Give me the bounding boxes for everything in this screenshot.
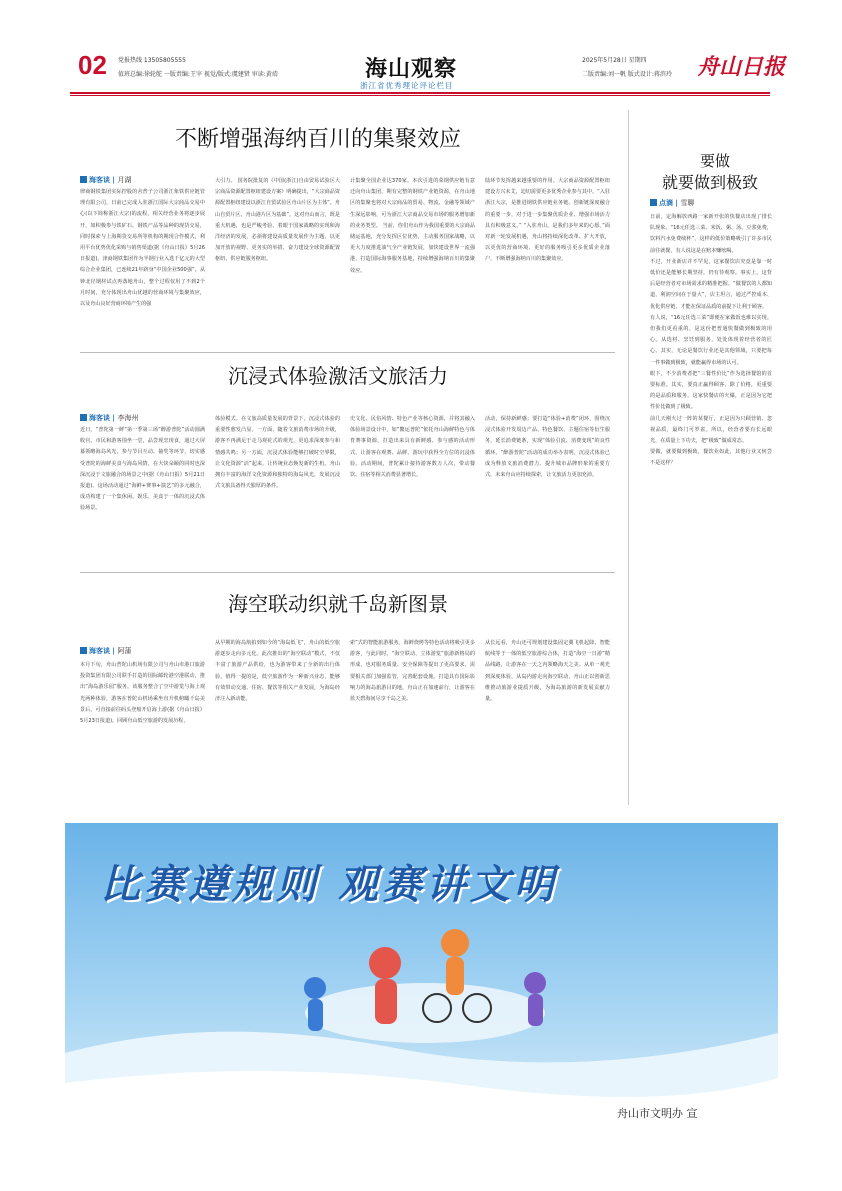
issue-date: 2025年5月28日 星期四 — [582, 57, 647, 64]
article1-byline: 海客谈 | 月湖 — [80, 175, 131, 185]
byline-badge-icon — [80, 647, 87, 654]
article3-column-3: 索”式的智能旅游服务。海鲜烧烤等特色活动将吸引更多游客，与此同时，“海空联动、立体游览”旅游新格局的形成，也对服务质量、安全保障等提出了更高要求，需要相关部门加强监管，完善配套设施。打造具有国际影响力的海岛旅游目的地，舟山正在加速前行，让游客在蓝天碧海间尽享千岛之美。 — [350, 640, 475, 703]
byline-badge-icon — [650, 199, 657, 206]
section-subtitle: 浙江省优秀理论评论栏目 — [360, 81, 454, 90]
article3-column-2: 从早期的海岛航拍到如今的“海岛低飞”，舟山的低空旅游逐步走向多元化。此次推出的“海空联动”模式，不仅丰富了旅游产品供给，也为游客带来了全新的出行体验。值得一提的是，低空旅游作为一种新兴业态，能够有效带动交通、住宿、餐饮等相关产业发展，为海岛经济注入新动能。 — [215, 640, 340, 703]
divider — [80, 352, 615, 353]
newspaper-logo: 舟山日报 — [697, 54, 786, 80]
article1-column-1: 律商钢铁集团实际控股的舍普子公司浙江象铁供应链管理有限公司，日前已完成入驻浙江国际大宗商品交易中心(以下简称浙江大宗)的流程，相关经营业务将逐步展开，如积极参与铁矿石、钢铁产品等品种的现货交易，同时探索与上海期货交易所等机构的期现合作模式，利用平台优势优化采购与销售渠道(据《舟山日报》5月26日报道)。津商钢铁集团作为半钢行业入选千亿元的大型综合企业集团，已连续21年跻身“中国企业500强”。从钟北径钢材试点再落地舟山，整个过程仅用了不到2个月时间，充分体现出舟山优越的营商环境与集聚效应，以及舟山良好营商环境产生的强 — [80, 189, 205, 308]
page-number: 02 — [78, 50, 107, 80]
poster-credit: 舟山市文明办 宣 — [617, 1107, 698, 1120]
hotline: 党报热线 13505805555 — [118, 57, 186, 64]
header-rule-thin — [70, 95, 770, 96]
column-separator — [628, 110, 629, 805]
runner-body-icon — [375, 979, 397, 1024]
article2-column-3: 史文化、民俗风情、特色产业等核心资源，并将其融入体验场景设计中，如“鳌运普陀”依托舟山海鲜特色与体育赛事资源，打造出来具有新鲜感、参与感的活动形式，让游客在观赛、品鲜、游玩中获得全方位的沉浸体验。活动期间，普陀累计接待游客数万人次，带动餐饮、住宿等相关消费显著增长。 — [350, 416, 475, 479]
article2-column-4: 活动，保持新鲜感；要打造“体验+消费”闭环，围绕沉浸式体验开发周边产品、特色餐饮、主题住宿等衍生服务，延长消费链条，实现“体验引流、消费变现”的良性循环。“醉游普陀”活动的成功举办表明，沉浸式体验已成为释放文旅消费潜力、提升城市品牌形象的重要方式，未来舟山应持续探索，让文旅活力更加充沛。 — [485, 416, 610, 479]
article1-column-4: 陆环节发挥越来越重要的作用。大宗商品资源配置枢纽建设方兴未艾，迫切需要更多优秀企业参与其中。“入驻浙江大宗，是推进钢铁供应链业务链、创新链深度融合的重要一步，对于进一步集聚优质企业、增强市场活力具有积极意义。” “入驻舟山，是我们多年来的心愿。”面对新一轮发展机遇，舟山将持续深化改革、扩大开放，以更优的营商环境、更好的服务吸引更多优质企业落户，不断增强海纳百川的集聚效应。 — [485, 178, 610, 263]
sub-editor-credits: 二版责编:刘一帆 版式设计:蒋滨玲 — [582, 71, 672, 78]
sidebar-body: 日前，定海解放西路一家新开张的快餐店出现了排长队现象。“16元任选三菜、米饭、粥、汤、豆浆免费，饮料汽水免费续杯”，这样的低价策略吸引了许多市民前往就餐，有人说这是在赔本赚吆喝。 不过，开业新店并不罕见，这家餐饮店究竟是靠一时低价还是能够长期坚持，仍有待观察。事实上，这背后是经营者对市场需求的精准把握。“做餐饮的人都知道，利润空间在于量大”，店主坦言，通过严控成本、优化供应链，才能在保证品质的前提下让利于顾客。 有人说，“16元任选三菜”即便在家做饭也难以实现。但我们更看重的，是这份把普通快餐做到极致的用心。从选材、烹饪到服务，处处体现着经营者的匠心。其实，无论是餐饮行业还是其他领域，只要把每一件事做到极致，就能赢得市场的认可。 眼下，不少消费者把“三餐性价比”作为选择餐馆的首要标准。其实，要真正赢得顾客，除了价格，更重要的是品质和服务。这家快餐店的火爆，正是因为它把性价比做到了极致。 前几天刚火过一阵的某餐厅，正是因为只顾营销、忽视品质，最终门可罗雀。所以，经营者要有长远眼光，在质量上下功夫，把“极致”做成常态。 要做，就要做到极致，餐饮业如此，其他行业又何尝不是这样？ — [650, 214, 772, 467]
header-rule — [70, 92, 770, 94]
article1-column-2: 大引力。 国务院批复的《中国(浙江)自由贸易试验区大宗商品资源配置枢纽建设方案》明确提出，“大宗商品资源配置枢纽建设以浙江自贸试验区舟山片区为主体”。舟山自贸片区、舟山港片区为基础”。这对舟山而言，既是重大机遇，也是严峻考验。着眼于国家战略的实现和海洋经济的发展，必须将建设高质量发展作为主题，以更加开放的视野、更务实的举措，奋力建设全球资源配置枢纽、供应链服务枢纽。 — [215, 178, 340, 263]
sidebar-title-line2: 就要做到极致 — [661, 173, 758, 192]
article2-headline: 沉浸式体验激活文旅活力 — [228, 364, 448, 388]
sidebar-title-line1: 要做 — [699, 152, 730, 170]
article1-headline: 不断增强海纳百川的集聚效应 — [175, 127, 462, 152]
article3-byline: 海客谈 | 阿蒲 — [80, 646, 131, 656]
byline-badge-icon — [80, 176, 87, 183]
runner-figure-icon — [369, 947, 401, 979]
athlete-figure-icon — [304, 977, 326, 999]
poster-slogan: 比赛遵规则 观赛讲文明 — [100, 862, 558, 908]
article2-byline: 海客谈 | 李海州 — [80, 413, 138, 423]
section-title: 海山观察 — [365, 56, 458, 82]
spectator-figure-icon — [524, 972, 546, 994]
article3-column-1: 本月下旬，舟山普陀山机场有限公司与舟山市港口旅游投资集团有限公司联手打造的国际邮轮港空港联动，推出“海岛游乐园”服务。该服务整合了空中游览与海上观光两种体验，游客在普陀山机场乘坐直升机俯瞰千岛美景后，可直接前往码头登船开启海上游(据《舟山日报》5月23日报道)。回顾舟山低空旅游的发展历程， — [80, 662, 205, 725]
editor-credits: 值班总编:徐轮舵 一版责编:王宰 视觉/版式:虞建贤 审读:黄靖 — [118, 71, 278, 78]
article2-column-1: 近日，“普陀第一鲜”第一季第三场“醉游普陀”活动圆满收官。市民和游客围坐一堂，品尝现烹现食，通过大屏幕领略海岛风光，参与节目互动、抽奖等环节，切实感受普陀的海鲜美食与海岛风情，在大快朵颐的同时也深深沉浸于文旅融合的场景之中(据《舟山日报》5月21日报道)。这场活动通过“海鲜+赛事+演艺”的多元融合，成功构建了一个集休闲、娱乐、美食于一体的沉浸式体验场景。 — [80, 427, 205, 512]
article3-column-4: 从长远看，舟山还可规划建设集固定翼飞机起降、智能航线等于一体的低空旅游综合体，打造“海空一日游”精品线路，让游客在一天之内领略海天之美。从单一观光到深度体验，从岛内游走向海空联动，舟山正以创新思维推动旅游业提质升级，为海岛旅游的新发展贡献力量。 — [485, 640, 610, 703]
athlete-body-icon — [308, 999, 323, 1031]
byline-badge-icon — [80, 414, 87, 421]
cyclist-figure-icon — [441, 929, 469, 957]
sidebar-byline: 点滴 | 雪聊 — [650, 198, 694, 208]
divider — [80, 572, 615, 573]
article2-column-2: 体验模式。在文旅高质量发展的背景下，沉浸式体验的重要性愈发凸显。一方面，随着文旅消费市场的升级，游客不再满足于走马观花式的观光，更追求深度参与和情感共鸣；另一方面，沉浸式体验能够打破时空界限，让文化资源“活”起来，让传统业态焕发新的生机。舟山拥有丰富的海洋文化资源和独特的海岛风光，发展沉浸式文旅具备得天独厚的条件。 — [215, 416, 340, 490]
cyclist-body-icon — [446, 957, 464, 995]
article3-headline: 海空联动织就千岛新图景 — [228, 592, 448, 616]
article1-column-3: 计集聚全国企业达370家。本次引进的菜钢供应链有意迁向舟山集团，期有完整的钢铁产业链资源，在舟山地区的集聚也将对大宗商品的贸易、物流、金融等领域产生深远影响，可为浙江大宗商品交易市场的服务增加新的业务类型。 当前，你们舟山作为我国重要的大宗商品储运基地，充分发挥区位优势，主动服务国家战略，以更大力度推进油气全产业链发展，加快建设世界一流强港，打造国际海事服务基地，持续增强海纳百川的集聚效应。 — [350, 178, 475, 274]
spectator-body-icon — [528, 994, 543, 1026]
